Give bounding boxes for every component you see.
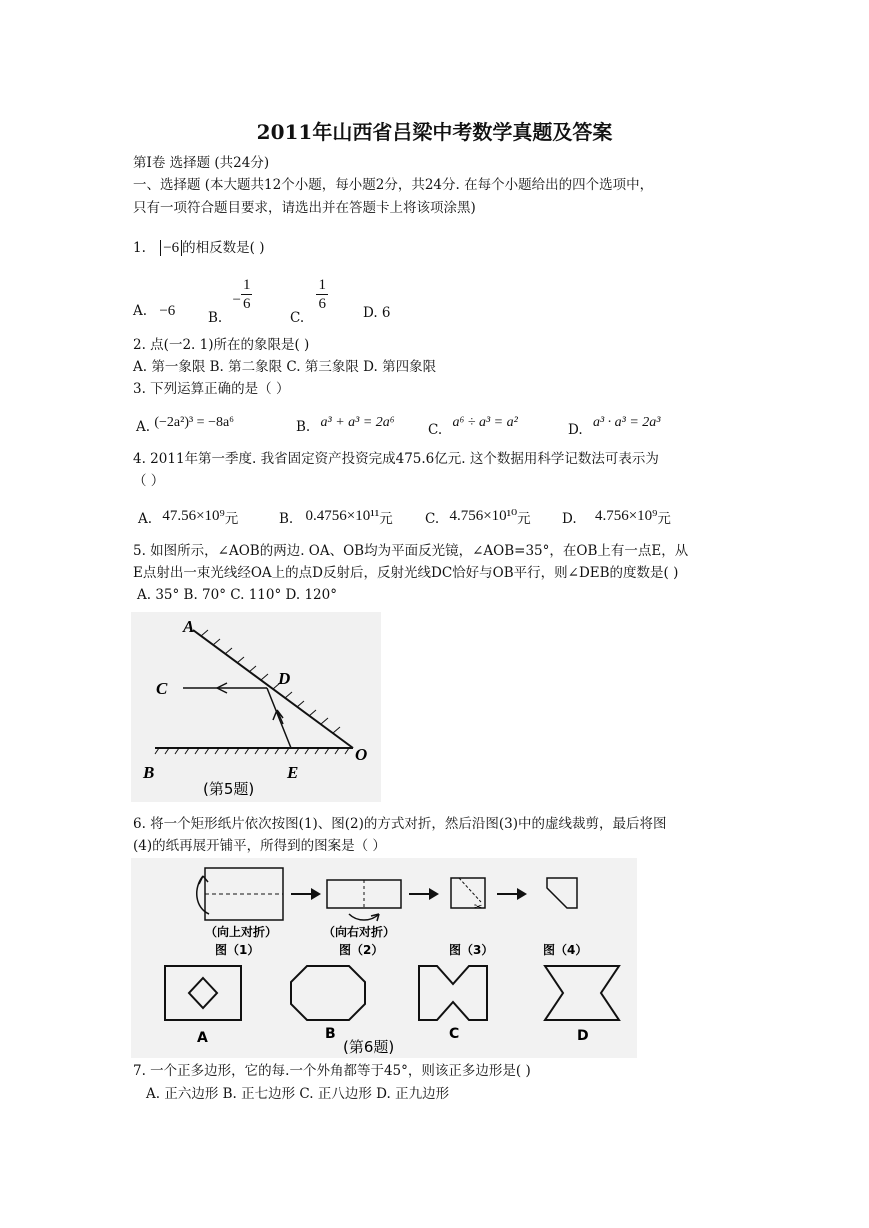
question-7-options: A. 正六边形 B. 正七边形 C. 正八边形 D. 正九边形 — [146, 1086, 450, 1102]
instructions-line-2: 只有一项符合题目要求，请选出并在答题卡上将该项涂黑) — [133, 200, 476, 216]
question-3-option-a: A. (−2a²)³ = −8a⁶ — [136, 415, 235, 435]
section-heading: 第Ⅰ卷 选择题 (共24分) — [133, 155, 270, 171]
option-a-label: A — [197, 1030, 208, 1046]
instructions-line-1: 一、选择题 (本大题共12个小题，每小题2分，共24分. 在每个小题给出的四个选项中， — [133, 177, 654, 193]
fig3-label: 图（3） — [449, 943, 494, 957]
absolute-value-expression: −6 — [160, 240, 182, 256]
question-2-stem: 2. 点(一2. 1)所在的象限是( ) — [133, 337, 310, 353]
question-3-option-d: D. a³ · a³ = 2a³ — [568, 415, 661, 438]
question-5-options: A. 35° B. 70° C. 110° D. 120° — [137, 587, 337, 603]
question-6-figure — [131, 858, 637, 1058]
label-c: C — [156, 679, 168, 698]
question-4-option-c: C. 4.756×10¹⁰元 — [425, 508, 531, 527]
question-2-options: A. 第一象限 B. 第二象限 C. 第三象限 D. 第四象限 — [133, 359, 437, 375]
option-b-expression: a³ + a³ = 2a⁶ — [320, 415, 395, 430]
label-o: O — [355, 745, 368, 764]
question-4-option-b: B. 0.4756×10¹¹元 — [279, 508, 393, 527]
question-3-option-b: B. a³ + a³ = 2a⁶ — [296, 415, 395, 435]
fold-up-label: （向上对折） — [205, 925, 278, 939]
option-a-value: −6 — [159, 303, 176, 319]
question-1-option-c — [290, 276, 328, 326]
option-a-expression: (−2a²)³ = −8a⁶ — [154, 415, 235, 430]
fold-right-label: （向右对折） — [323, 925, 396, 939]
option-c-label: C. — [290, 310, 305, 326]
question-4-stem-line-1: 4. 2011年第一季度. 我省固定资产投资完成475.6亿元. 这个数据用科学记数法可表示为 — [133, 451, 659, 467]
figure-6-caption: (第6题) — [343, 1038, 395, 1056]
option-c-label: C — [449, 1026, 460, 1042]
question-5-figure — [131, 612, 381, 802]
label-d: D — [278, 669, 291, 688]
figure-background — [131, 612, 381, 802]
option-b-sign: − — [232, 292, 241, 308]
question-3-option-c: C. a⁶ ÷ a³ = a² — [428, 415, 518, 438]
question-7-stem: 7. 一个正多边形，它的每.一个外角都等于45°，则该正多边形是( ) — [133, 1063, 531, 1079]
figure-background — [131, 858, 637, 1058]
option-b-fraction: $\frac{1}{6}$ — [242, 277, 251, 312]
label-a: A — [183, 617, 195, 636]
question-6-stem-line-2: (4)的纸再展开铺平，所得到的图案是（ ） — [133, 838, 386, 854]
document-title: 2011年山西省吕梁中考数学真题及答案 — [256, 120, 613, 144]
scissors-icon: ✂ — [474, 902, 483, 913]
question-4-stem-line-2: （ ） — [133, 473, 165, 489]
question-1-option-b — [208, 276, 252, 326]
option-c-fraction: $\frac{1}{6}$ — [318, 277, 326, 312]
option-a-label: A. — [133, 303, 148, 319]
option-b-label: B — [325, 1026, 336, 1042]
fig4-label: 图（4） — [543, 943, 588, 957]
label-e: E — [287, 763, 299, 782]
question-1-option-d: D. 6 — [363, 305, 391, 321]
question-1-option-a — [133, 300, 175, 322]
question-1-number: 1. — [133, 240, 146, 256]
fig2-label: 图（2） — [339, 943, 384, 957]
figure-5-caption: (第5题) — [203, 780, 255, 798]
question-1-stem — [133, 237, 264, 259]
option-d-label: D — [577, 1028, 589, 1044]
question-3-stem: 3. 下列运算正确的是（ ） — [133, 381, 290, 397]
question-6-stem-line-1: 6. 将一个矩形纸片依次按图(1)、图(2)的方式对折，然后沿图(3)中的虚线裁剪，最后将图 — [133, 816, 667, 832]
option-d-expression: a³ · a³ = 2a³ — [592, 415, 661, 430]
question-5-stem-line-2: E点射出一束光线经OA上的点D反射后，反射光线DC恰好与OB平行，则∠DEB的度数是( ) — [133, 565, 679, 581]
question-4-option-a: A. 47.56×10⁹元 — [138, 508, 239, 527]
question-1-text: 的相反数是( ) — [182, 240, 265, 256]
question-5-stem-line-1: 5. 如图所示，∠AOB的两边. OA、OB均为平面反光镜，∠AOB=35°，在OB上有一点E，从 — [133, 543, 689, 559]
option-b-label: B. — [208, 310, 223, 326]
option-c-expression: a⁶ ÷ a³ = a² — [452, 415, 518, 430]
fig1-label: 图（1） — [215, 943, 260, 957]
question-4-option-d: D. 4.756×10⁹元 — [562, 508, 671, 527]
label-b: B — [143, 763, 155, 782]
